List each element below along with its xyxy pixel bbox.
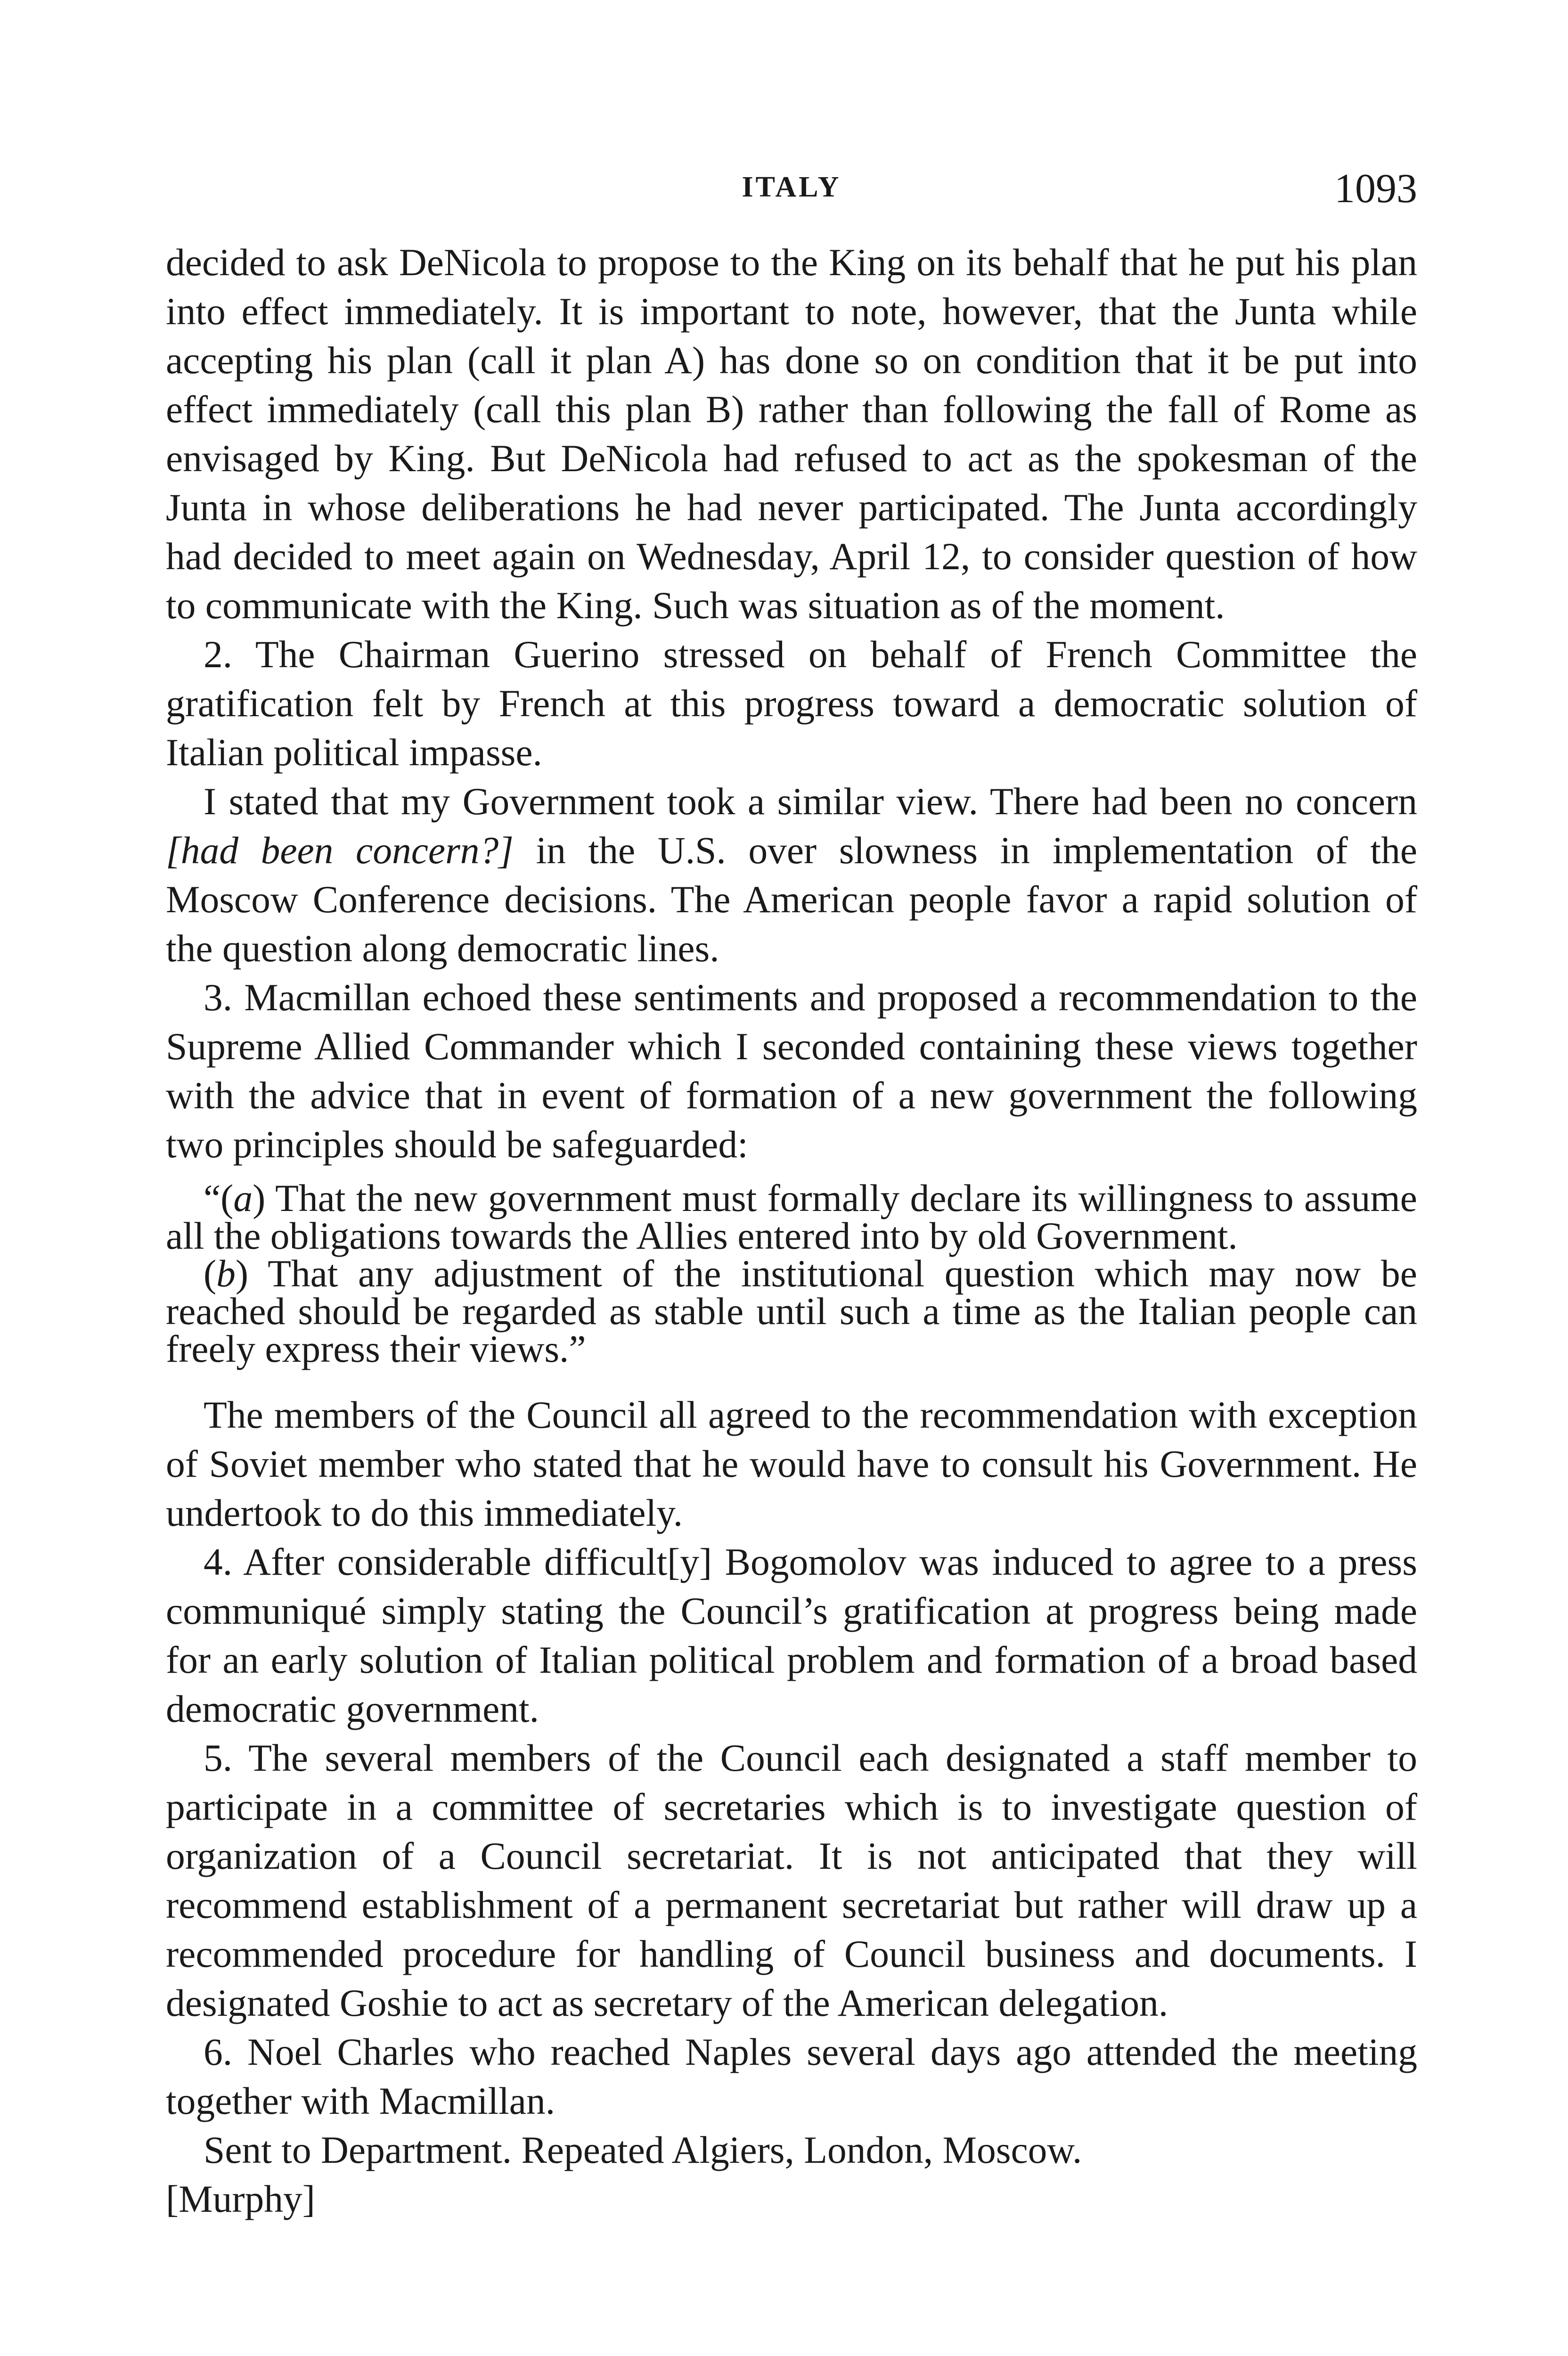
quote-text-a: ) That the new government must formally declare its willingness to assume all the obligations towards the Allies entered into by old Government. — [166, 1177, 1417, 1257]
page-number: 1093 — [1334, 166, 1417, 212]
quote-open: “( — [204, 1177, 234, 1219]
quote-open: ( — [204, 1252, 217, 1295]
editorial-insertion: [had been concern?] — [166, 829, 514, 872]
paragraph-4: 4. After considerable difficult[y] Bogomolov was induced to agree to a press communiqué simply stating the Council’s gratification at progress being made for an early solution of Italian political problem and formation of a broad based democratic government. — [166, 1540, 1417, 1730]
paragraph-continuation: decided to ask DeNicola to propose to the King on its behalf that he put his plan into effect immediately. It is important to note, however, that the Junta while accepting his plan (call it plan A) has done so on condition that it be put into effect immediately (call this plan B) rather than following the fall of Rome as envisaged by King. But DeNicola had refused to act as the spokesman of the Junta in whose deliberations he had never participated. The Junta accordingly had decided to meet again on Wednesday, April 12, to consider question of how to communicate with the King. Such was situation as of the moment. — [166, 241, 1417, 627]
paragraph-text: in the U.S. over slowness in implementation of the Moscow Conference decisions. The American people favor a rapid solution of the question along democratic lines. — [166, 829, 1417, 970]
quote-letter-b: b — [216, 1252, 236, 1295]
paragraph-6: 6. Noel Charles who reached Naples several days ago attended the meeting together with Macmillan. — [166, 2030, 1417, 2122]
quote-letter-a: a — [233, 1177, 253, 1219]
quote-item-b — [166, 1252, 1417, 1370]
paragraph-text: I stated that my Government took a similar view. There had been no concern — [204, 780, 1417, 823]
paragraph-council-agreed: The members of the Council all agreed to the recommendation with exception of Soviet member who stated that he would have to consult his Government. He undertook to do this immediately. — [166, 1393, 1417, 1534]
paragraph-stated-view — [166, 777, 1417, 973]
paragraph-2: 2. The Chairman Guerino stressed on behalf of French Committee the gratification felt by French at this progress toward a democratic solution of Italian political impasse. — [166, 633, 1417, 774]
paragraph-3: 3. Macmillan echoed these sentiments and proposed a recommendation to the Supreme Allied Commander which I seconded containing these views together with the advice that in event of formation of a new government the following two principles should be safeguarded: — [166, 976, 1417, 1166]
running-head: ITALY — [742, 171, 841, 203]
paragraph-sent: Sent to Department. Repeated Algiers, London, Moscow. — [204, 2128, 1082, 2171]
block-quote — [166, 1179, 1417, 1368]
quote-text-b: ) That any adjustment of the institutional question which may now be reached should be regarded as stable until such a time as the Italian people can freely express their views.” — [166, 1252, 1417, 1370]
paragraph-5: 5. The several members of the Council each designated a staff member to participate in a committee of secretaries which is to investigate question of organization of a Council secretariat. It is not anticipated that they will recommend establishment of a permanent secretariat but rather will draw up a recommended procedure for handling of Council business and documents. I designated Goshie to act as secretary of the American delegation. — [166, 1736, 1417, 2024]
quote-item-a — [166, 1179, 1417, 1255]
body-text — [166, 238, 1417, 2224]
signature: [Murphy] — [166, 2177, 315, 2220]
page-header — [166, 165, 1417, 217]
